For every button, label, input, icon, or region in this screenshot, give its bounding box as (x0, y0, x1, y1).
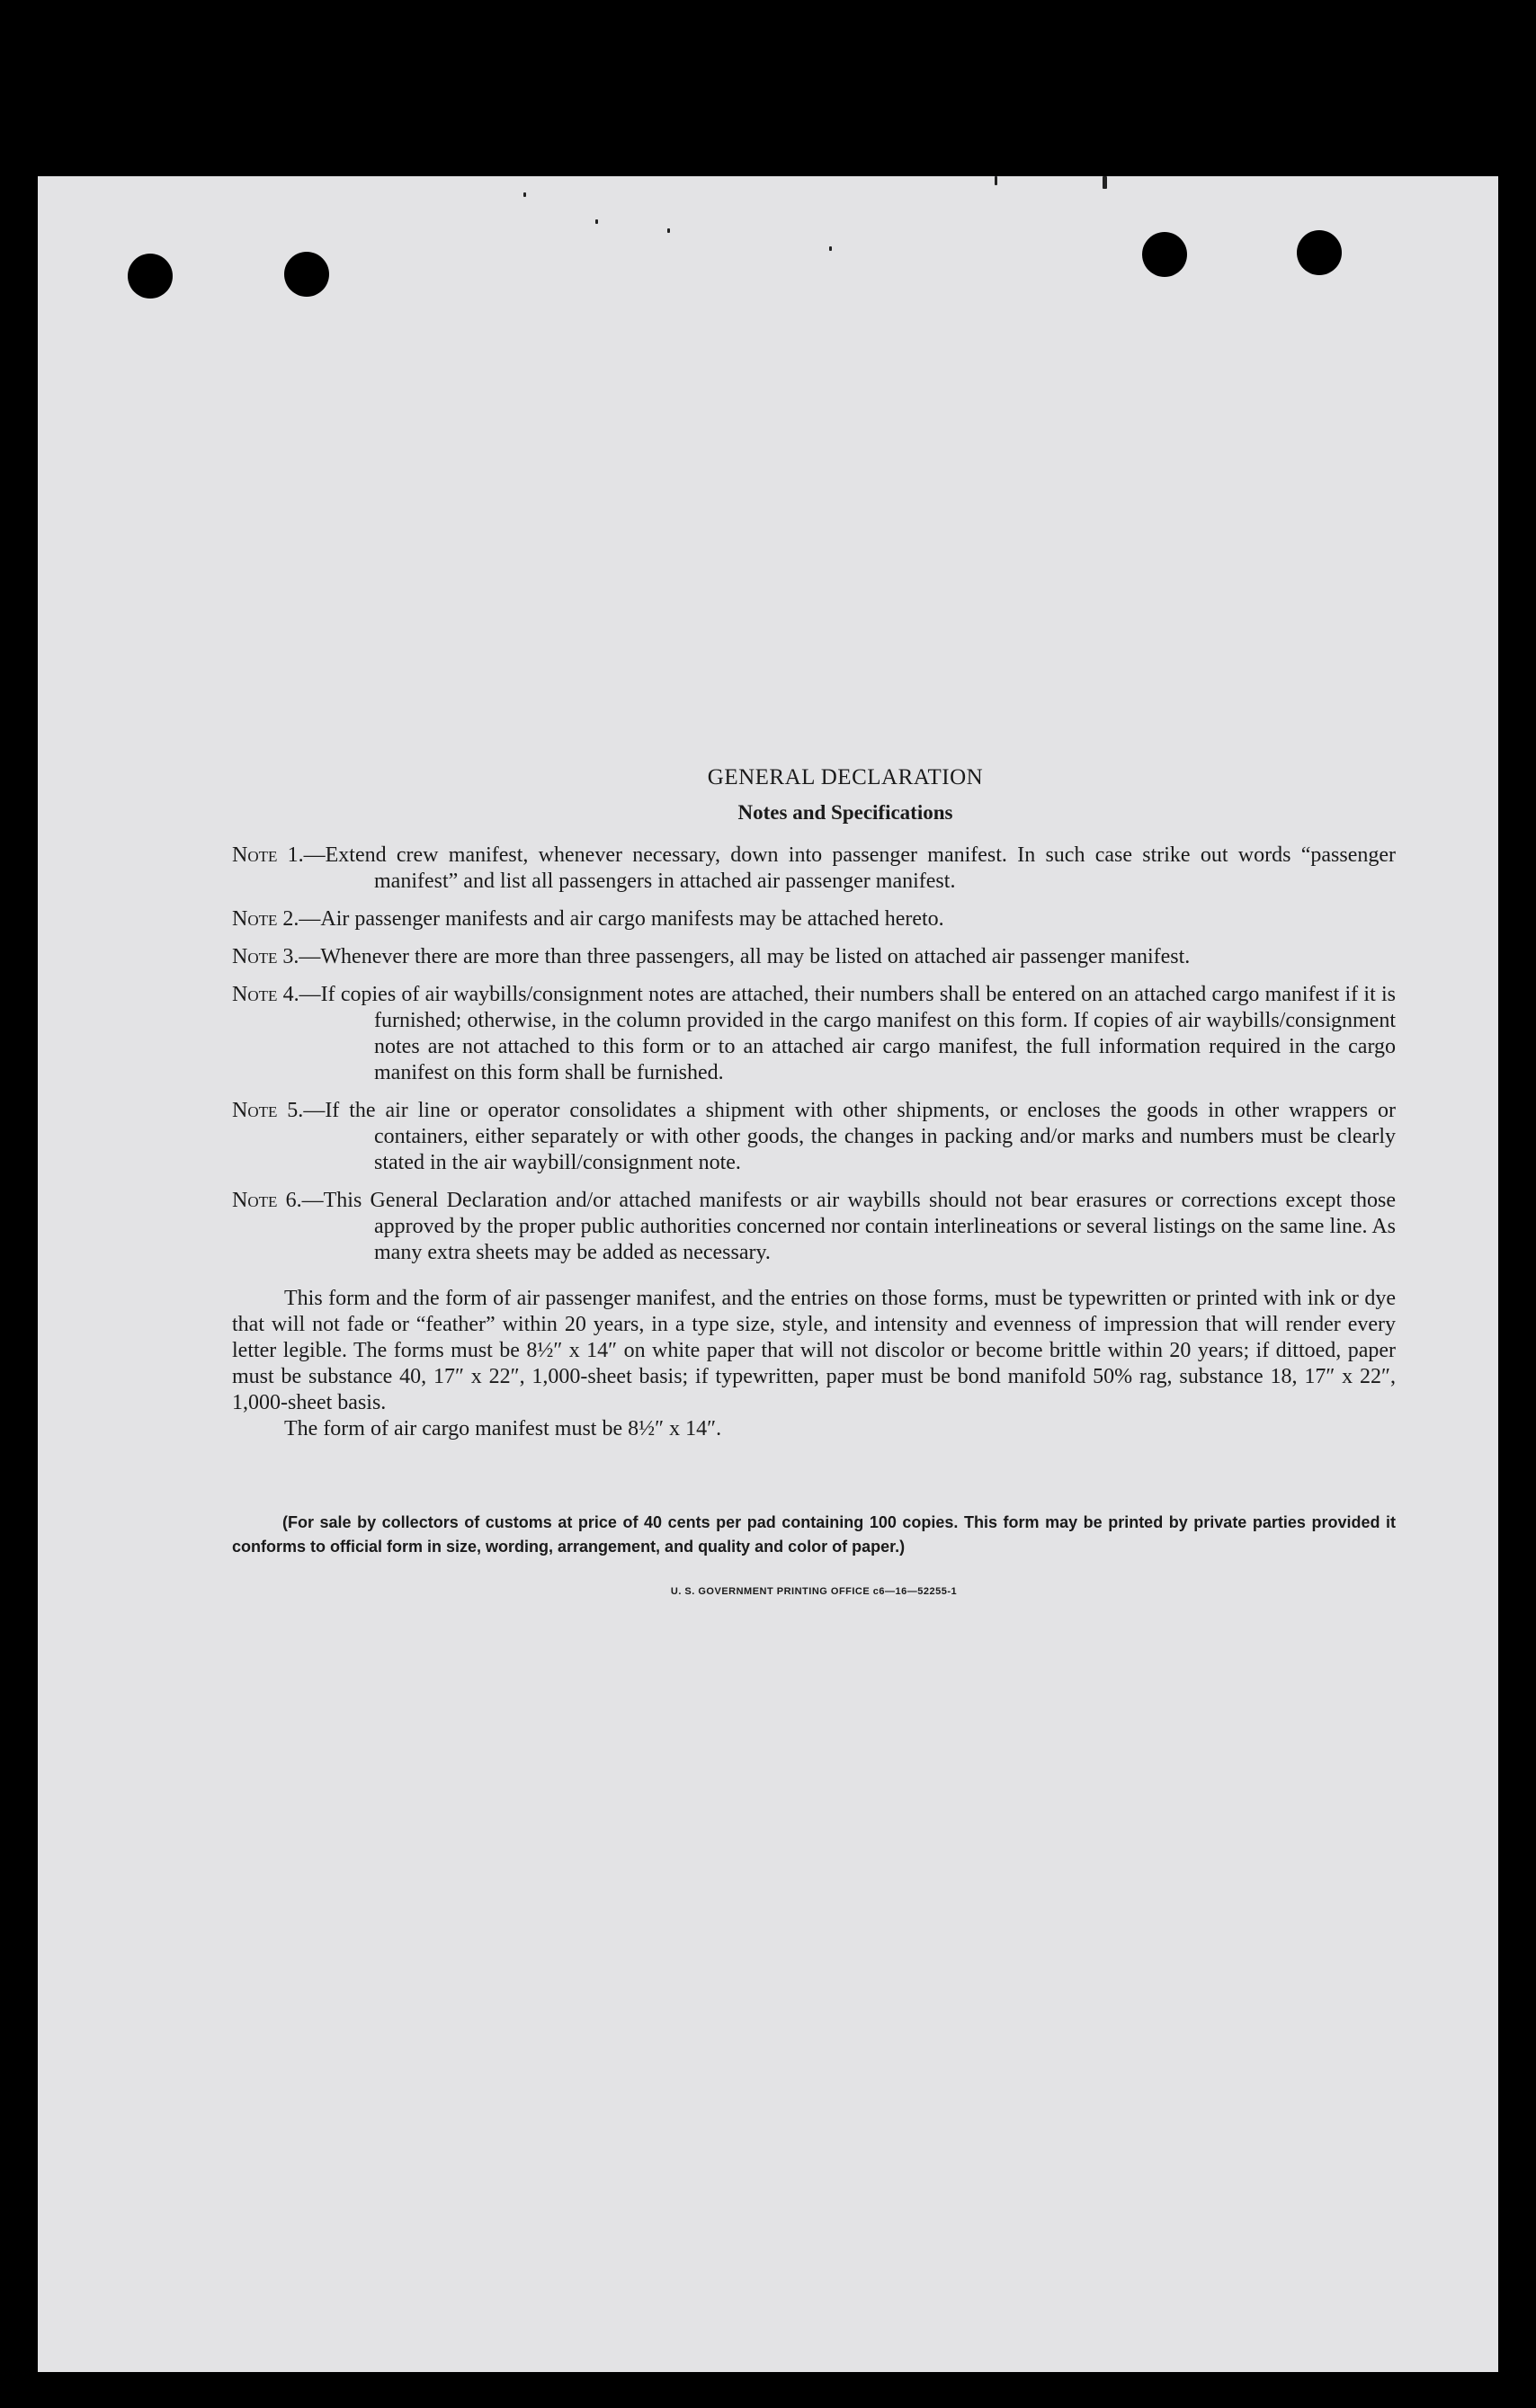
note-text: —Whenever there are more than three passengers, all may be listed on attached air passenger manifest. (299, 945, 1191, 968)
note-5 (232, 1098, 1396, 1176)
punch-hole (1142, 232, 1187, 277)
note-3 (232, 944, 1396, 970)
speck (995, 176, 997, 185)
note-text: —This General Declaration and/or attached manifests or air waybills should not bear erasures or corrections except those approved by the proper public authorities concerned nor contain interlineations or several listings on the same line. As many extra sheets may be added as necessary. (301, 1189, 1396, 1264)
note-1 (232, 843, 1396, 895)
note-label: Note 3. (232, 945, 299, 968)
cargo-manifest-size-paragraph: The form of air cargo manifest must be 8½″ x 14″. (284, 1417, 722, 1440)
speck (667, 228, 670, 233)
note-text: —If the air line or operator consolidates a shipment with other shipments, or encloses the goods in other wrappers or containers, either separately or with other goods, the changes in packing and/or marks and numbers must be clearly stated in the air waybill/consignment note. (303, 1099, 1396, 1174)
sale-note: (For sale by collectors of customs at price of 40 cents per pad containing 100 copies. This form may be printed by private parties provided it conforms to official form in size, wording, arrangement, and quality and color of paper.) (232, 1513, 1396, 1556)
note-label: Note 5. (232, 1099, 304, 1122)
document-page (38, 176, 1498, 2372)
document-content (232, 765, 1396, 1597)
speck (523, 192, 526, 197)
page-subtitle: Notes and Specifications (737, 801, 953, 824)
note-label: Note 6. (232, 1189, 302, 1212)
punch-hole (284, 252, 329, 297)
note-4 (232, 982, 1396, 1086)
speck (1103, 176, 1107, 189)
note-label: Note 4. (232, 983, 299, 1006)
speck (595, 219, 598, 224)
printer-imprint: U. S. GOVERNMENT PRINTING OFFICE c6—16—52255-1 (670, 1586, 958, 1597)
note-text: —Extend crew manifest, whenever necessary, down into passenger manifest. In such case strike out words “passenger manifest” and list all passengers in attached air passenger manifest. (303, 843, 1396, 893)
note-label: Note 1. (232, 843, 304, 867)
note-text: —If copies of air waybills/consignment notes are attached, their numbers shall be entered on an attached cargo manifest if it is furnished; otherwise, in the column provided in the cargo manifest on this form. If copies of air waybills/consignment notes are not attached to this form or to an attached air cargo manifest, the full information required in the cargo manifest on this form shall be furnished. (299, 983, 1396, 1084)
page-title: GENERAL DECLARATION (707, 765, 984, 789)
note-6 (232, 1188, 1396, 1266)
punch-hole (128, 254, 173, 299)
note-label: Note 2. (232, 907, 299, 931)
speck (829, 246, 832, 251)
punch-hole (1297, 230, 1342, 275)
note-2 (232, 906, 1396, 932)
paper-requirements-paragraph: This form and the form of air passenger manifest, and the entries on those forms, must be typewritten or printed with ink or dye that will not fade or “feather” within 20 years, in a type size, style, and intensity and evenness of impression that will render every letter legible. The forms must be 8½″ x 14″ on white paper that will not discolor or become brittle within 20 years; if dittoed, paper must be substance 40, 17″ x 22″, 1,000-sheet basis; if typewritten, paper must be bond manifold 50% rag, substance 18, 17″ x 22″, 1,000-sheet basis. (232, 1287, 1396, 1414)
note-text: —Air passenger manifests and air cargo manifests may be attached hereto. (299, 907, 944, 931)
